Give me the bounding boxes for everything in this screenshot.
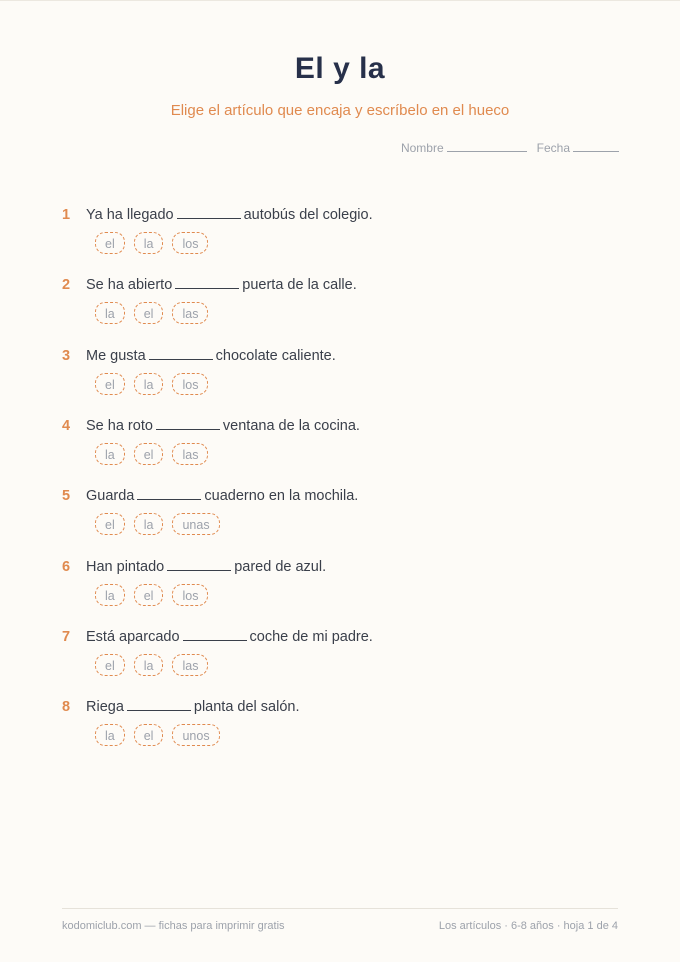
article-option[interactable]: los — [172, 232, 208, 254]
name-date-fields — [401, 139, 619, 155]
article-options — [95, 232, 373, 254]
exercise-item — [62, 205, 373, 254]
exercise-item — [62, 557, 326, 606]
article-options — [95, 302, 357, 324]
sentence-end: autobús del colegio. — [243, 207, 373, 223]
article-option[interactable]: la — [95, 302, 125, 324]
article-options — [95, 373, 336, 395]
answer-blank[interactable] — [183, 627, 247, 641]
article-option[interactable]: la — [95, 584, 125, 606]
answer-blank[interactable] — [167, 557, 231, 571]
sentence-start: Me gusta — [86, 347, 146, 364]
sentence-end: cuaderno en la mochila. — [204, 488, 359, 505]
name-line[interactable] — [447, 139, 527, 152]
exercise-item — [62, 275, 357, 324]
sentence-start: Han pintado — [86, 558, 165, 575]
article-option[interactable]: los — [172, 584, 208, 606]
exercise-number: 8 — [62, 699, 71, 716]
exercise-sentence — [62, 486, 358, 506]
exercise-sentence — [62, 557, 326, 577]
sentence-start: Está aparcado — [86, 628, 180, 645]
article-option[interactable]: el — [134, 584, 164, 606]
answer-blank[interactable] — [177, 205, 241, 219]
name-label: Nombre — [400, 141, 444, 155]
article-option[interactable]: el — [134, 302, 164, 324]
sentence-end: pared de azul. — [234, 558, 327, 575]
article-options — [95, 513, 358, 535]
footer-site: kodomiclub.com — fichas para imprimir gratis — [62, 920, 285, 932]
sentence-start: Ya ha llegado — [86, 207, 174, 223]
exercise-number: 4 — [62, 417, 71, 434]
page-subtitle: Elige el artículo que encaja y escríbelo en el hueco — [170, 102, 510, 119]
exercise-sentence — [62, 697, 300, 717]
article-option[interactable]: el — [95, 513, 125, 535]
article-option[interactable]: unos — [172, 724, 219, 746]
article-option[interactable]: los — [172, 373, 208, 395]
date-line[interactable] — [573, 139, 619, 152]
exercise-number: 2 — [62, 277, 71, 294]
exercise-number: 7 — [62, 628, 71, 645]
answer-blank[interactable] — [127, 697, 191, 711]
answer-blank[interactable] — [137, 486, 201, 500]
article-option[interactable]: la — [95, 443, 125, 465]
article-option[interactable]: la — [134, 373, 164, 395]
article-options — [95, 443, 360, 465]
article-option[interactable]: el — [134, 443, 164, 465]
article-options — [95, 584, 326, 606]
date-label: Fecha — [536, 141, 570, 155]
exercise-sentence — [62, 205, 373, 225]
article-option[interactable]: el — [95, 232, 125, 254]
article-options — [95, 724, 300, 746]
page-title: El y la — [294, 52, 386, 85]
sentence-end: puerta de la calle. — [242, 277, 357, 294]
sentence-start: Riega — [86, 699, 124, 716]
article-option[interactable]: la — [134, 513, 164, 535]
footer-sheet-info: Los artículos · 6-8 años · hoja 1 de 4 — [438, 920, 618, 932]
name-field[interactable] — [401, 139, 527, 155]
exercise-number: 3 — [62, 347, 71, 364]
sentence-end: planta del salón. — [193, 699, 300, 716]
article-option[interactable]: las — [172, 302, 208, 324]
article-option[interactable]: el — [134, 724, 164, 746]
article-option[interactable]: las — [172, 443, 208, 465]
answer-blank[interactable] — [149, 346, 213, 360]
article-option[interactable]: la — [134, 654, 164, 676]
article-option[interactable]: unas — [172, 513, 219, 535]
article-option[interactable]: la — [134, 232, 164, 254]
exercise-number: 1 — [62, 207, 71, 223]
sentence-start: Se ha roto — [86, 417, 153, 434]
answer-blank[interactable] — [175, 275, 239, 289]
sentence-end: coche de mi padre. — [249, 628, 373, 645]
exercise-sentence — [62, 416, 360, 436]
exercise-item — [62, 346, 336, 395]
exercise-item — [62, 697, 300, 746]
exercise-number: 6 — [62, 558, 71, 575]
sentence-start: Se ha abierto — [86, 277, 173, 294]
sentence-end: ventana de la cocina. — [222, 417, 360, 434]
exercise-sentence — [62, 346, 336, 366]
footer-divider — [62, 908, 618, 909]
article-option[interactable]: el — [95, 373, 125, 395]
exercise-item — [62, 627, 373, 676]
top-border — [0, 0, 680, 1]
article-option[interactable]: la — [95, 724, 125, 746]
exercise-number: 5 — [62, 488, 71, 505]
exercise-sentence — [62, 627, 373, 647]
answer-blank[interactable] — [156, 416, 220, 430]
sentence-start: Guarda — [86, 488, 135, 505]
exercise-item — [62, 486, 358, 535]
date-field[interactable] — [537, 139, 619, 155]
article-option[interactable]: las — [172, 654, 208, 676]
exercise-item — [62, 416, 360, 465]
exercise-sentence — [62, 275, 357, 295]
article-options — [95, 654, 373, 676]
article-option[interactable]: el — [95, 654, 125, 676]
sentence-end: chocolate caliente. — [215, 347, 336, 364]
